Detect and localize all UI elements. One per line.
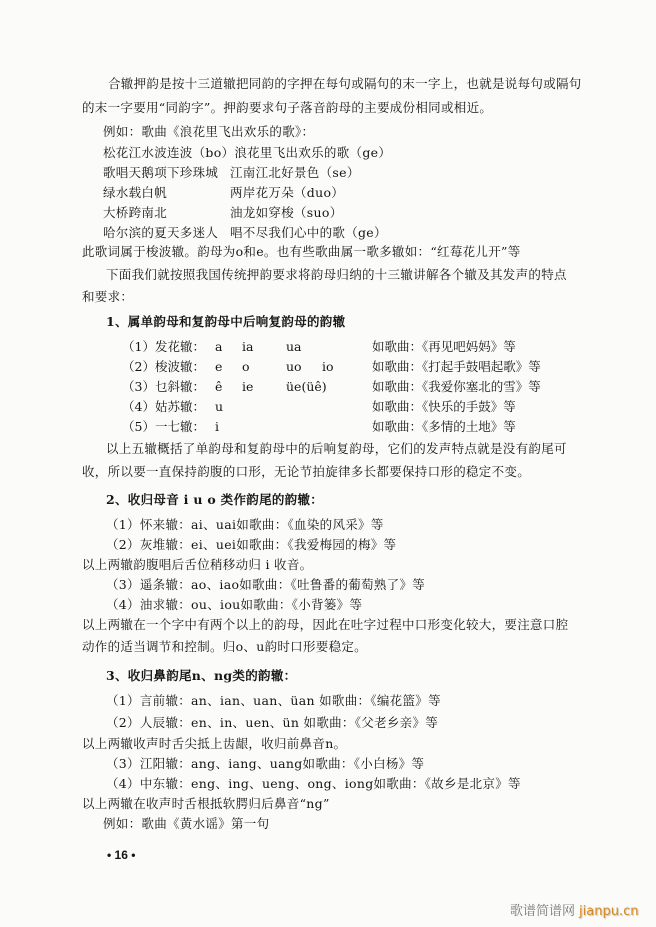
watermark-cn: 歌谱简谱网 — [510, 904, 576, 919]
rhyme-song: 如歌曲：《快乐的手鼓》等 — [372, 399, 516, 414]
paragraph-line: 动作的适当调节和控制。归o、u韵时口形要稳定。 — [82, 639, 367, 654]
rhyme-final: a — [215, 339, 223, 354]
paragraph-line: 合辙押韵是按十三道辙把同韵的字押在每句或隔句的末一字上，也就是说每句或隔句 — [108, 76, 582, 91]
rhyme-final: ê — [215, 379, 223, 394]
section-3-heading: 3、收归鼻韵尾n、ng类的韵辙： — [106, 668, 297, 683]
rhyme-song: 如歌曲：《我爱你塞北的雪》等 — [372, 379, 541, 394]
rhyme-item: （4）油求辙：ou、iou如歌曲：《小背篓》等 — [106, 597, 363, 612]
rhyme-final: o — [242, 359, 250, 374]
rhyme-item: （3）江阳辙：ang、iang、uang如歌曲：《小白杨》等 — [106, 756, 425, 771]
rhyme-row-label: （4）姑苏辙： — [122, 399, 205, 414]
rhyme-final: u — [215, 399, 224, 414]
rhyme-final: io — [322, 359, 334, 374]
note-line: 以上两辙在收声时舌根抵软腭归后鼻音“ng” — [82, 796, 330, 811]
rhyme-item: （2）灰堆辙：ei、uei如歌曲：《我爱梅园的梅》等 — [106, 537, 397, 552]
rhyme-item: （4）中东辙：eng、ing、ueng、ong、iong如歌曲：《故乡是北京》等 — [106, 776, 521, 791]
paragraph-line: 以上两辙在一个字中有两个以上的韵母，因此在吐字过程中口形变化较大，要注意口腔 — [82, 617, 569, 632]
rhyme-row-label: （2）梭波辙： — [122, 359, 205, 374]
rhyme-item: （2）人辰辙：en、in、uen、ün 如歌曲：《父老乡亲》等 — [106, 715, 439, 730]
rhyme-row-label: （3）乜斜辙： — [122, 379, 205, 394]
rhyme-song: 如歌曲：《再见吧妈妈》等 — [372, 339, 516, 354]
section-1-heading: 1、属单韵母和复韵母中后响复韵母的韵辙 — [106, 314, 346, 329]
lyrics-note: 此歌词属于梭波辙。韵母为o和e。也有些歌曲属一歌多辙如：“红莓花儿开”等 — [82, 244, 521, 259]
lyric-line-right: 江南江北好景色（se） — [230, 165, 360, 180]
watermark — [510, 900, 638, 919]
rhyme-row-label: （1）发花辙： — [122, 339, 205, 354]
rhyme-song: 如歌曲：《打起手鼓唱起歌》等 — [372, 359, 541, 374]
lyric-line-left: 大桥跨南北 — [103, 205, 168, 220]
paragraph-line: 和要求： — [82, 289, 134, 304]
paragraph-line: 的末一字要用“同韵字”。押韵要求句子落音韵母的主要成份相同或相近。 — [82, 100, 493, 115]
lyric-line-left: 歌唱天鹅项下珍珠城 — [103, 165, 219, 180]
rhyme-song: 如歌曲：《多情的土地》等 — [372, 419, 516, 434]
rhyme-final: ia — [242, 339, 254, 354]
section-2-heading: 2、收归母音 i u o 类作韵尾的韵辙： — [106, 492, 324, 507]
paragraph-line: 下面我们就按照我国传统押韵要求将韵母归纳的十三辙讲解各个辙及其发声的特点 — [106, 267, 567, 282]
page-number: • 16 • — [107, 848, 136, 862]
watermark-en: jianpu.cn — [579, 904, 639, 919]
lyric-line-right: 油龙如穿梭（suo） — [230, 205, 343, 220]
lyric-line-right: 唱不尽我们心中的歌（ge） — [230, 225, 387, 240]
rhyme-item: （1）怀来辙：ai、uai如歌曲：《血染的风采》等 — [106, 517, 384, 532]
rhyme-final: i — [215, 419, 219, 434]
lyric-line-left: 哈尔滨的夏天多迷人 — [103, 225, 219, 240]
lyric-line-left: 绿水载白帆 — [103, 185, 168, 200]
lyric-line-right: 两岸花万朵（duo） — [230, 185, 345, 200]
lyric-line: 松花江水波连波（bo）浪花里飞出欢乐的歌（ge） — [103, 145, 392, 160]
note-line: 以上两辙收声时舌尖抵上齿龈，收归前鼻音n。 — [82, 736, 347, 751]
rhyme-final: uo — [286, 359, 302, 374]
rhyme-final: üe(üê) — [286, 379, 327, 394]
rhyme-row-label: （5）一七辙： — [122, 419, 205, 434]
paragraph-line: 以上五辙概括了单韵母和复韵母中的后响复韵母，它们的发声特点就是没有韵尾可 — [106, 441, 567, 456]
paragraph-line: 收，所以要一直保持韵腹的口形，无论节拍旋律多长都要保持口形的稳定不变。 — [82, 464, 531, 479]
example-line: 例如：歌曲《黄水谣》第一句 — [103, 816, 270, 831]
example-intro: 例如：歌曲《浪花里飞出欢乐的歌》： — [103, 124, 315, 139]
rhyme-final: ie — [242, 379, 254, 394]
rhyme-final: ua — [286, 339, 302, 354]
rhyme-item: （1）言前辙：an、ian、uan、üan 如歌曲：《编花篮》等 — [106, 693, 441, 708]
note-line: 以上两辙韵腹唱后舌位稍移动归 i 收音。 — [82, 557, 313, 572]
rhyme-final: e — [215, 359, 223, 374]
rhyme-item: （3）遥条辙：ao、iao如歌曲：《吐鲁番的葡萄熟了》等 — [106, 577, 426, 592]
